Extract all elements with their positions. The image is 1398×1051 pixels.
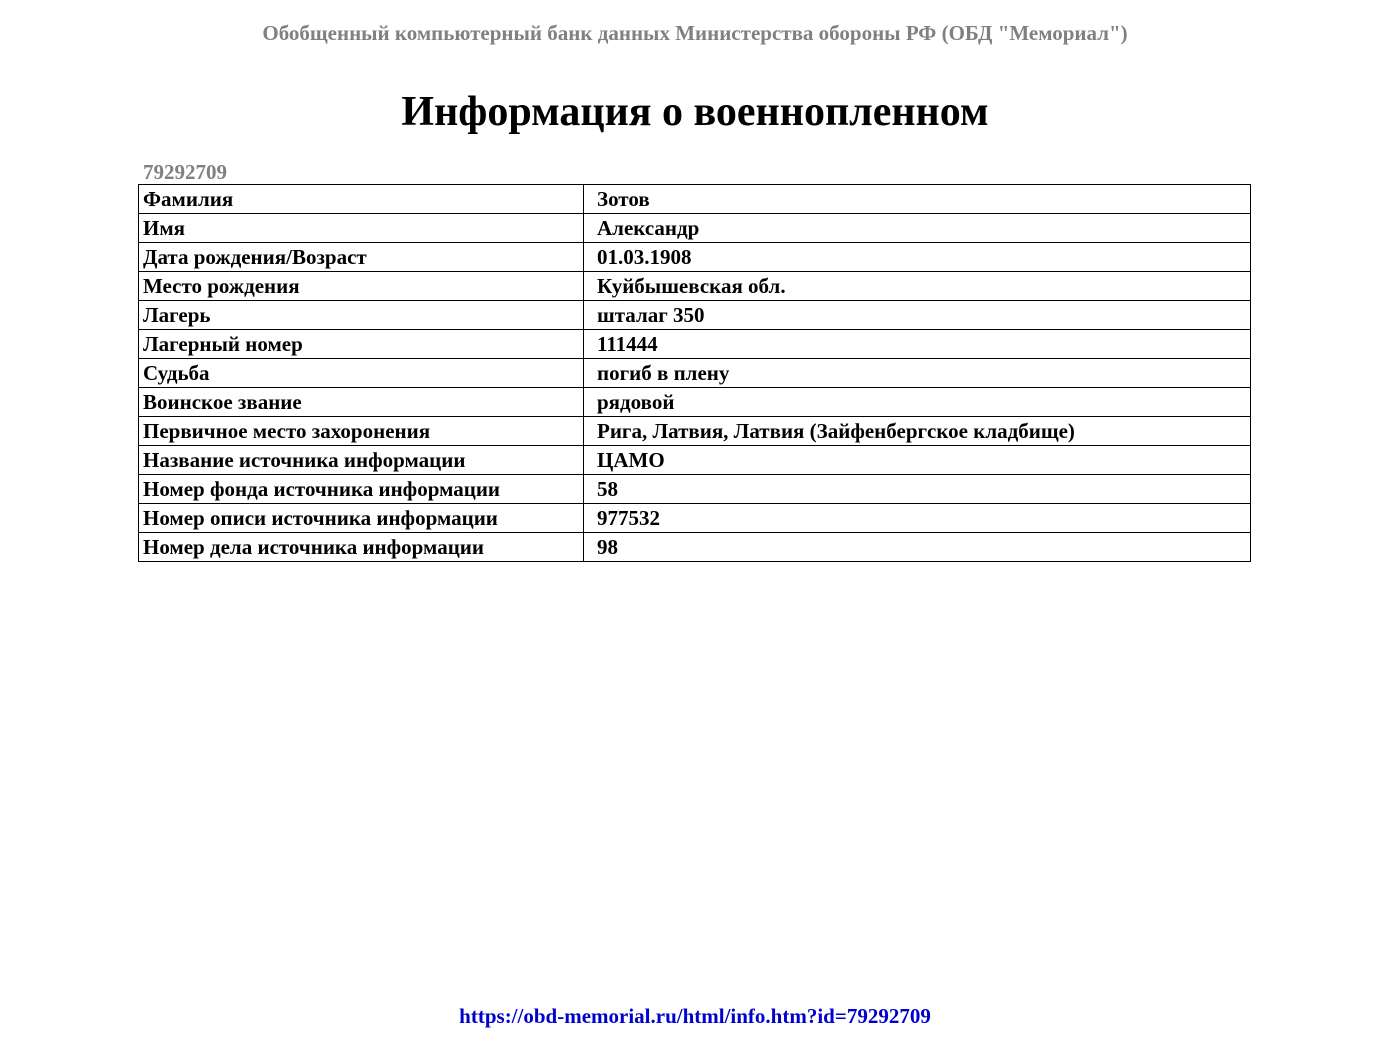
- row-label: Номер дела источника информации: [139, 533, 584, 562]
- table-row: [139, 301, 1251, 330]
- record-id: 79292709: [143, 160, 227, 184]
- row-label: Первичное место захоронения: [139, 417, 584, 446]
- row-value: 977532: [584, 504, 1251, 533]
- row-value: рядовой: [584, 388, 1251, 417]
- row-label: Судьба: [139, 359, 584, 388]
- table-row: [139, 388, 1251, 417]
- row-label: Дата рождения/Возраст: [139, 243, 584, 272]
- database-header: Обобщенный компьютерный банк данных Министерства обороны РФ (ОБД "Мемориал"): [262, 21, 1128, 45]
- table-row: [139, 359, 1251, 388]
- row-label: Лагерный номер: [139, 330, 584, 359]
- row-value: 58: [584, 475, 1251, 504]
- row-value: погиб в плену: [584, 359, 1251, 388]
- table-row: [139, 417, 1251, 446]
- row-value: шталаг 350: [584, 301, 1251, 330]
- row-label: Имя: [139, 214, 584, 243]
- info-table: [138, 184, 1251, 562]
- table-row: [139, 214, 1251, 243]
- row-value: 98: [584, 533, 1251, 562]
- page-title: Информация о военнопленном: [401, 89, 989, 135]
- row-value: ЦАМО: [584, 446, 1251, 475]
- table-row: [139, 446, 1251, 475]
- row-label: Номер описи источника информации: [139, 504, 584, 533]
- table-row: [139, 330, 1251, 359]
- row-label: Воинское звание: [139, 388, 584, 417]
- row-label: Фамилия: [139, 185, 584, 214]
- row-value: Зотов: [584, 185, 1251, 214]
- table-row: [139, 475, 1251, 504]
- row-label: Название источника информации: [139, 446, 584, 475]
- row-label: Лагерь: [139, 301, 584, 330]
- table-row: [139, 243, 1251, 272]
- row-value: Куйбышевская обл.: [584, 272, 1251, 301]
- source-url-link[interactable]: https://obd-memorial.ru/html/info.htm?id=79292709: [459, 1004, 931, 1028]
- row-value: Рига, Латвия, Латвия (Зайфенбергское кладбище): [584, 417, 1251, 446]
- table-row: [139, 533, 1251, 562]
- row-value: 111444: [584, 330, 1251, 359]
- row-label: Номер фонда источника информации: [139, 475, 584, 504]
- table-row: [139, 272, 1251, 301]
- table-row: [139, 185, 1251, 214]
- row-value: 01.03.1908: [584, 243, 1251, 272]
- table-row: [139, 504, 1251, 533]
- row-value: Александр: [584, 214, 1251, 243]
- row-label: Место рождения: [139, 272, 584, 301]
